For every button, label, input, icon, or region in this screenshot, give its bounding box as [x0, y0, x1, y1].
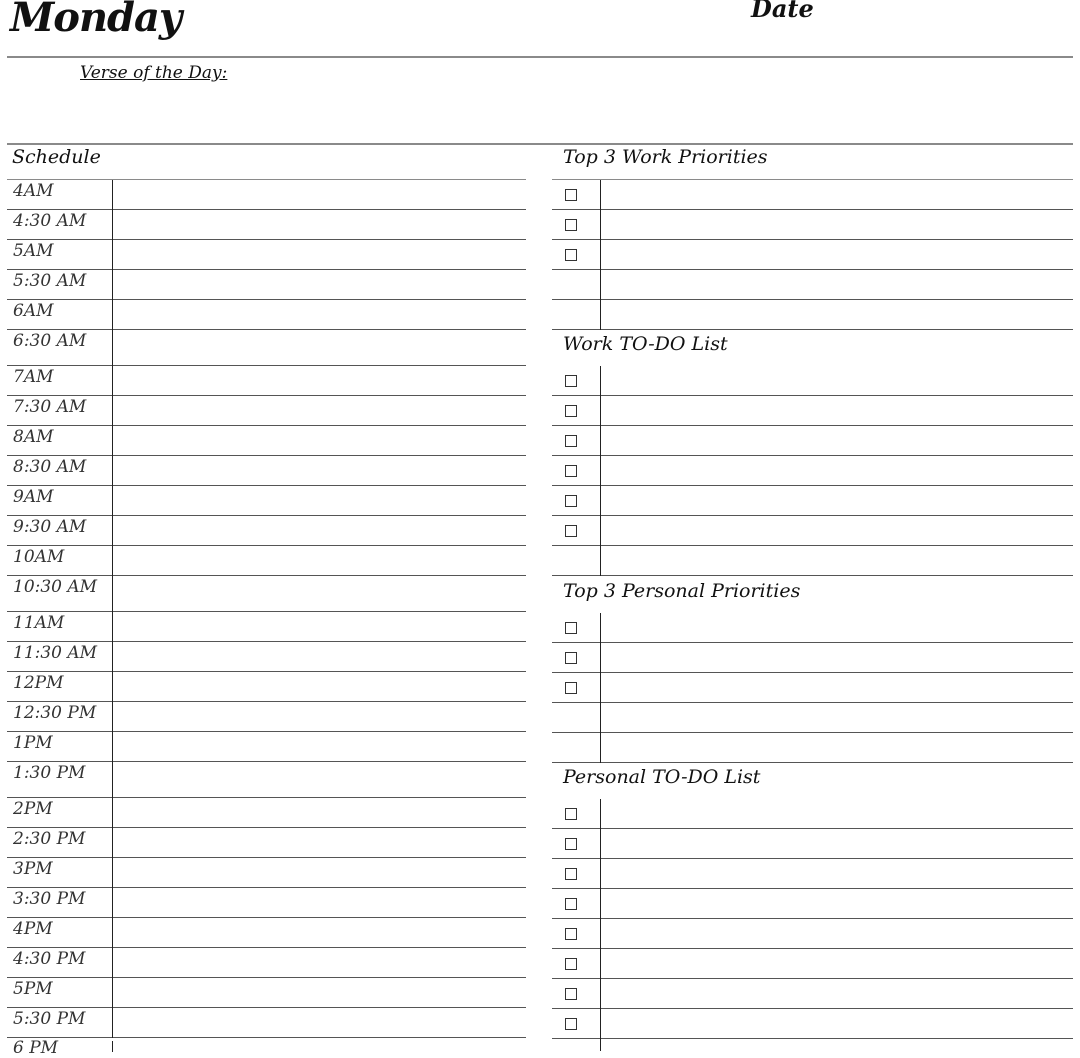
schedule-row[interactable] [7, 300, 526, 330]
schedule-time-label: 4:30 AM [13, 211, 87, 231]
task-column-divider [600, 919, 601, 949]
date-label: Date [751, 0, 814, 23]
schedule-column-divider [112, 546, 113, 576]
task-row[interactable] [552, 210, 1073, 240]
schedule-column-divider [112, 702, 113, 732]
task-column-divider [600, 979, 601, 1009]
task-column-divider [600, 516, 601, 546]
task-row[interactable] [552, 949, 1073, 979]
schedule-time-label: 12PM [13, 673, 64, 693]
schedule-row[interactable] [7, 798, 526, 828]
schedule-column-divider [112, 516, 113, 546]
task-row[interactable] [552, 733, 1073, 763]
task-column-divider [600, 859, 601, 889]
task-column-divider [600, 180, 601, 210]
schedule-column-divider [112, 396, 113, 426]
schedule-row[interactable] [7, 180, 526, 210]
schedule-time-label: 9AM [13, 487, 54, 507]
checkbox[interactable] [565, 808, 577, 820]
checkbox[interactable] [565, 868, 577, 880]
schedule-column-divider [112, 978, 113, 1008]
task-row[interactable] [552, 673, 1073, 703]
checkbox[interactable] [565, 1018, 577, 1030]
schedule-row[interactable] [7, 702, 526, 732]
schedule-row[interactable] [7, 888, 526, 918]
body-divider [7, 143, 1073, 145]
schedule-time-label: 2:30 PM [13, 829, 86, 849]
schedule-time-label: 6:30 AM [13, 331, 87, 351]
schedule-time-label: 9:30 AM [13, 517, 87, 537]
schedule-column-divider [112, 762, 113, 798]
task-row[interactable] [552, 426, 1073, 456]
schedule-row[interactable] [7, 516, 526, 546]
schedule-column-divider [112, 456, 113, 486]
schedule-column-divider [112, 366, 113, 396]
checkbox[interactable] [565, 465, 577, 477]
schedule-column-divider [112, 642, 113, 672]
schedule-time-label: 4:30 PM [13, 949, 86, 969]
checkbox[interactable] [565, 988, 577, 1000]
task-column-divider [600, 799, 601, 829]
schedule-column-divider [112, 918, 113, 948]
schedule-row[interactable] [7, 210, 526, 240]
schedule-time-label: 5:30 AM [13, 271, 87, 291]
task-row[interactable] [552, 1009, 1073, 1039]
schedule-time-label: 10AM [13, 547, 65, 567]
schedule-time-label: 10:30 AM [13, 577, 98, 597]
schedule-time-label: 7:30 AM [13, 397, 87, 417]
work-priorities-list [552, 180, 1073, 330]
checkbox[interactable] [565, 682, 577, 694]
schedule-column-divider [112, 330, 113, 366]
schedule-column-divider [112, 1008, 113, 1038]
schedule-row[interactable] [7, 642, 526, 672]
task-column-divider [600, 1039, 601, 1051]
task-column-divider [600, 486, 601, 516]
schedule-row[interactable] [7, 978, 526, 1008]
checkbox[interactable] [565, 652, 577, 664]
schedule-time-label: 11:30 AM [13, 643, 98, 663]
task-row[interactable] [552, 979, 1073, 1009]
schedule-row[interactable] [7, 366, 526, 396]
task-column-divider [600, 613, 601, 643]
schedule-column-divider [112, 300, 113, 330]
schedule-row[interactable] [7, 762, 526, 798]
schedule-time-label: 5:30 PM [13, 1009, 86, 1029]
schedule-time-label: 11AM [13, 613, 65, 633]
task-row[interactable] [552, 613, 1073, 643]
schedule-row[interactable] [7, 1008, 526, 1038]
checkbox[interactable] [565, 405, 577, 417]
task-row[interactable] [552, 703, 1073, 733]
schedule-column-divider [112, 210, 113, 240]
task-column-divider [600, 643, 601, 673]
schedule-time-label: 4PM [13, 919, 53, 939]
schedule-list [7, 180, 526, 1038]
schedule-time-label: 3:30 PM [13, 889, 86, 909]
schedule-row[interactable] [7, 918, 526, 948]
checkbox[interactable] [565, 622, 577, 634]
task-row[interactable] [552, 396, 1073, 426]
schedule-time-label: 7AM [13, 367, 54, 387]
task-row[interactable] [552, 456, 1073, 486]
schedule-row[interactable] [7, 732, 526, 762]
task-column-divider [600, 456, 601, 486]
schedule-column-divider [112, 576, 113, 612]
task-column-divider [600, 1009, 601, 1039]
checkbox[interactable] [565, 898, 577, 910]
schedule-column-divider [112, 672, 113, 702]
checkbox[interactable] [565, 189, 577, 201]
schedule-row[interactable] [7, 240, 526, 270]
task-row[interactable] [552, 546, 1073, 576]
schedule-column-divider [112, 828, 113, 858]
schedule-column-divider [112, 798, 113, 828]
header-divider [7, 56, 1073, 58]
task-column-divider [600, 240, 601, 270]
task-row[interactable] [552, 799, 1073, 829]
schedule-column-divider [112, 240, 113, 270]
schedule-time-label: 6AM [13, 301, 54, 321]
schedule-column-divider [112, 1041, 113, 1052]
task-column-divider [600, 889, 601, 919]
work-todo-title: Work TO-DO List [563, 333, 728, 355]
task-column-divider [600, 829, 601, 859]
schedule-row[interactable] [7, 270, 526, 300]
schedule-column-divider [112, 270, 113, 300]
schedule-time-label: 8AM [13, 427, 54, 447]
task-row[interactable] [552, 516, 1073, 546]
checkbox[interactable] [565, 219, 577, 231]
schedule-row[interactable] [7, 486, 526, 516]
schedule-column-divider [112, 612, 113, 642]
task-row[interactable] [552, 919, 1073, 949]
schedule-row[interactable] [7, 456, 526, 486]
schedule-time-label: 8:30 AM [13, 457, 87, 477]
schedule-row[interactable] [7, 426, 526, 456]
schedule-row[interactable] [7, 612, 526, 642]
task-row[interactable] [552, 486, 1073, 516]
task-row[interactable] [552, 270, 1073, 300]
personal-priorities-title: Top 3 Personal Priorities [563, 580, 801, 602]
schedule-time-label: 5AM [13, 241, 54, 261]
verse-of-the-day-label: Verse of the Day: [80, 63, 228, 83]
task-row[interactable] [552, 643, 1073, 673]
schedule-time-label: 1:30 PM [13, 763, 86, 783]
work-priorities-title: Top 3 Work Priorities [563, 146, 768, 168]
checkbox[interactable] [565, 375, 577, 387]
work-todo-list [552, 366, 1073, 576]
schedule-row[interactable] [7, 546, 526, 576]
schedule-column-divider [112, 426, 113, 456]
schedule-column-divider [112, 858, 113, 888]
personal-todo-title: Personal TO-DO List [563, 766, 761, 788]
schedule-time-label: 6 PM [13, 1038, 59, 1058]
task-row[interactable] [552, 180, 1073, 210]
schedule-column-divider [112, 948, 113, 978]
task-column-divider [600, 366, 601, 396]
task-row[interactable] [552, 859, 1073, 889]
schedule-row[interactable] [7, 396, 526, 426]
checkbox[interactable] [565, 525, 577, 537]
task-column-divider [600, 300, 601, 330]
task-row[interactable] [552, 240, 1073, 270]
task-column-divider [600, 949, 601, 979]
checkbox[interactable] [565, 928, 577, 940]
schedule-row-partial[interactable] [7, 1038, 526, 1058]
task-column-divider [600, 733, 601, 763]
task-row[interactable] [552, 300, 1073, 330]
schedule-time-label: 12:30 PM [13, 703, 97, 723]
task-column-divider [600, 703, 601, 733]
schedule-column-divider [112, 486, 113, 516]
schedule-row[interactable] [7, 672, 526, 702]
schedule-row[interactable] [7, 576, 526, 612]
day-title: Monday [10, 0, 182, 41]
schedule-column-divider [112, 180, 113, 210]
checkbox[interactable] [565, 249, 577, 261]
task-row[interactable] [552, 829, 1073, 859]
task-column-divider [600, 210, 601, 240]
schedule-row[interactable] [7, 948, 526, 978]
task-column-divider [600, 546, 601, 576]
checkbox[interactable] [565, 838, 577, 850]
checkbox[interactable] [565, 435, 577, 447]
personal-todo-list [552, 799, 1073, 1039]
schedule-time-label: 4AM [13, 181, 54, 201]
schedule-title: Schedule [12, 146, 101, 168]
task-column-divider [600, 673, 601, 703]
personal-priorities-list [552, 613, 1073, 763]
checkbox[interactable] [565, 495, 577, 507]
task-column-divider [600, 396, 601, 426]
schedule-column-divider [112, 888, 113, 918]
schedule-time-label: 2PM [13, 799, 53, 819]
task-row[interactable] [552, 889, 1073, 919]
schedule-column-divider [112, 732, 113, 762]
task-column-divider [600, 270, 601, 300]
schedule-time-label: 3PM [13, 859, 53, 879]
schedule-row[interactable] [7, 828, 526, 858]
schedule-time-label: 1PM [13, 733, 53, 753]
schedule-row[interactable] [7, 330, 526, 366]
checkbox[interactable] [565, 958, 577, 970]
task-column-divider [600, 426, 601, 456]
task-row[interactable] [552, 366, 1073, 396]
schedule-time-label: 5PM [13, 979, 53, 999]
schedule-row[interactable] [7, 858, 526, 888]
